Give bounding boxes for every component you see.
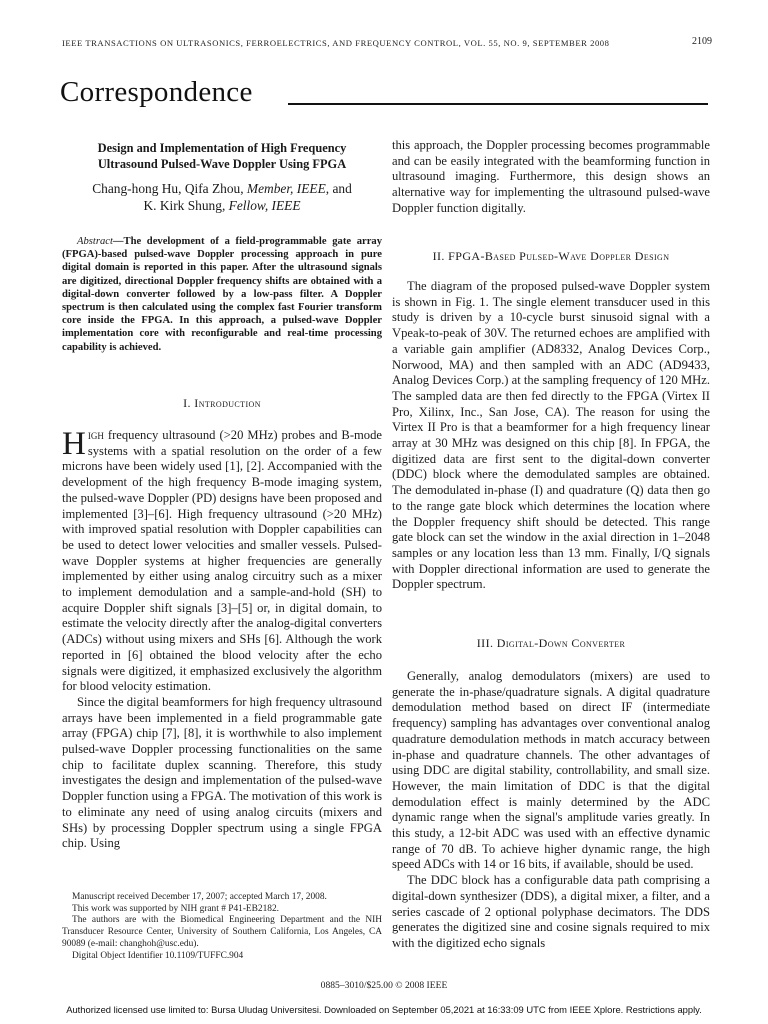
heading-fpga-design: II. FPGA-Based Pulsed-Wave Doppler Design	[432, 249, 670, 263]
heading-introduction: I. Introduction	[183, 396, 261, 410]
page-number: 2109	[692, 36, 712, 47]
footnotes	[62, 892, 382, 962]
heading-ddc: III. Digital-Down Converter	[476, 636, 626, 650]
abstract	[62, 235, 382, 354]
ddc-paragraph-2: The DDC block has a configurable data path comprising a digital-down synthesizer (DDS), a digital mixer, a filter, and a series cascade of 2 optional polyphase decimators. The DDS generates the digitized sine and cosine signals required to mix with the digitized echo signals	[392, 873, 710, 950]
right-column-top	[392, 138, 710, 217]
ddc-paragraph-1: Generally, analog demodulators (mixers) are used to generate the in-phase/quadrature signals. A digital quadrature demodulation method based on direct IF (intermediate frequency) sampling has advantages over conventional analog quadrature demodulation methods in match accuracy between in-phase and quadrature channels. The other advantages of using DDC are digital stability, controllability, and small size. However, the main limitation of DDC is that the digital demodulation effect is mainly determined by the ADC dynamic range when the signal's amplitude varies greatly. In this study, a 12-bit ADC was used with an effective dynamic range of 70 dB. To achieve higher dynamic range, the high speed ADCs with 14 or 16 bits, if available, should be used.	[392, 669, 710, 872]
abstract-text: —The development of a field-programmable gate array (FPGA)-based pulsed-wave Doppler processing approach in pure digital domain is reported in this paper. After the ultrasound signals are digitized, directional Doppler frequency shifts are obtained with a digital-down converter followed by a low-pass filter. A Doppler spectrum is then calculated using the complex fast Fourier transform core inside the FPGA. In this approach, a pulsed-wave Doppler implementation core with reconfigurable and real-time processing capability is achieved.	[62, 236, 382, 353]
issn-line: 0885–3010/$25.00 © 2008 IEEE	[320, 980, 448, 991]
author-line2	[62, 197, 382, 214]
author-line1	[62, 180, 382, 197]
footnote-doi: Digital Object Identifier 10.1109/TUFFC.904	[72, 950, 244, 961]
intro-paragraph-1	[62, 428, 382, 695]
article-title-line2: Ultrasound Pulsed-Wave Doppler Using FPGA	[97, 157, 347, 171]
author-role-2: Fellow, IEEE	[228, 198, 301, 213]
author-list	[62, 180, 382, 214]
section-title: Correspondence	[60, 76, 253, 108]
license-notice: Authorized licensed use limited to: Bursa Uludag Universitesi. Downloaded on September 05,2021 at 16:33:09 UTC from IEEE Xplore. Restrictions apply.	[66, 1004, 702, 1015]
intro-column	[62, 428, 382, 852]
author-role-1: Member, IEEE	[246, 181, 326, 196]
intro-paragraph-2: Since the digital beamformers for high frequency ultrasound arrays have been implemented in a field programmable gate array (FPGA) chip [7], [8], it is worthwhile to also implement pulsed-wave Doppler processing functionalities on the same chip to facilitate duplex scanning. Therefore, this study investigates the design and implementation of the pulsed-wave Doppler function using a FPGA. The motivation of this work is to eliminate any need of using analog circuits (mixers and SHs) by processing Doppler spectrum using a single FPGA chip. Using	[62, 694, 382, 851]
drop-cap: H	[62, 426, 86, 462]
fpga-section	[392, 279, 710, 593]
footnote-affiliation: The authors are with the Biomedical Engineering Department and the NIH Transducer Resource Center, University of Southern California, Los Angeles, CA 90089 (e-mail: changhoh@usc.edu).	[62, 915, 382, 949]
intro-first-word: igh	[87, 428, 104, 442]
footnote-received: Manuscript received December 17, 2007; accepted March 17, 2008.	[72, 892, 327, 902]
footnote-support: This work was supported by NIH grant # P41-EB2182.	[72, 903, 280, 914]
fpga-paragraph-1: The diagram of the proposed pulsed-wave Doppler system is shown in Fig. 1. The single element transducer used in this study is driven by a 10-cycle burst sinusoid signal with a Vpeak-to-peak of 30V. The returned echoes are amplified with a variable gain amplifier (AD8332, Analog Devices Corp., Norwood, MA) and then sampled with an ADC (AD9433, Analog Devices Corp.) at the sampling frequency of 120 MHz. The sampled data are then fed directly to the FPGA (Virtex II Pro, Xilinx, Inc., San Jose, CA). The reason for using the Virtex II Pro is that a beamformer for a high frequency linear array at 30 MHz was designed on this chip [8]. In FPGA, the digitized data are first sent to the digital-down converter (DDC) block where the demodulated samples are obtained. The demodulated in-phase (I) and quadrature (Q) data then go to the range gate block which determines the location where the Doppler frequency shift should be detected. This range gate block can set the window in the axial direction in 1–2048 samples or any location less than 13 mm. Finally, I/Q signals with Doppler directional information are used to generate the Doppler spectrum.	[392, 279, 710, 592]
continuation-paragraph: this approach, the Doppler processing becomes programmable and can be easily integrated with the beamforming function in ultrasound imaging. Furthermore, this design shows an alternative way for implementing the ultrasound pulsed-wave Doppler function digitally.	[392, 138, 710, 215]
title-rule	[288, 103, 708, 105]
ddc-section	[392, 669, 710, 952]
running-head: IEEE TRANSACTIONS ON ULTRASONICS, FERROELECTRICS, AND FREQUENCY CONTROL, VOL. 55, NO. 9, SEPTEMBER 2008	[62, 38, 610, 48]
abstract-label: Abstract	[77, 236, 113, 247]
author-names-1: Chang-hong Hu, Qifa Zhou,	[92, 181, 247, 196]
author-tail-1: , and	[325, 181, 352, 196]
author-names-2: K. Kirk Shung,	[143, 198, 229, 213]
article-title	[62, 140, 382, 172]
intro-p1-text: frequency ultrasound (>20 MHz) probes and B-mode systems with a spatial resolution on the order of a few microns have been widely used [1], [2]. Accompanied with the development of the high frequency B-mode imaging system, the pulsed-wave Doppler (PD) designs have been proposed and implemented [3]–[6]. High frequency ultrasound (>20 MHz) with improved spatial resolution with Doppler capabilities can be used to detect lower velocities and smaller vessels. Pulsed-wave Doppler systems at higher frequencies are generally implemented by either using analog circuitry such as a mixer to implement demodulation and a sample-and-hold (SH) to acquire Doppler shift signals [3]–[5] or, in digital domain, to estimate the velocity directly after the analog-digital converters (ADCs) without using mixers and SHs [6]. Although the work reported in [6] obtained the blood velocity after the echo signals were digitized, it emphasized exclusively the algorithm for blood velocity estimation.	[62, 428, 382, 694]
article-title-line1: Design and Implementation of High Frequency	[97, 141, 347, 155]
